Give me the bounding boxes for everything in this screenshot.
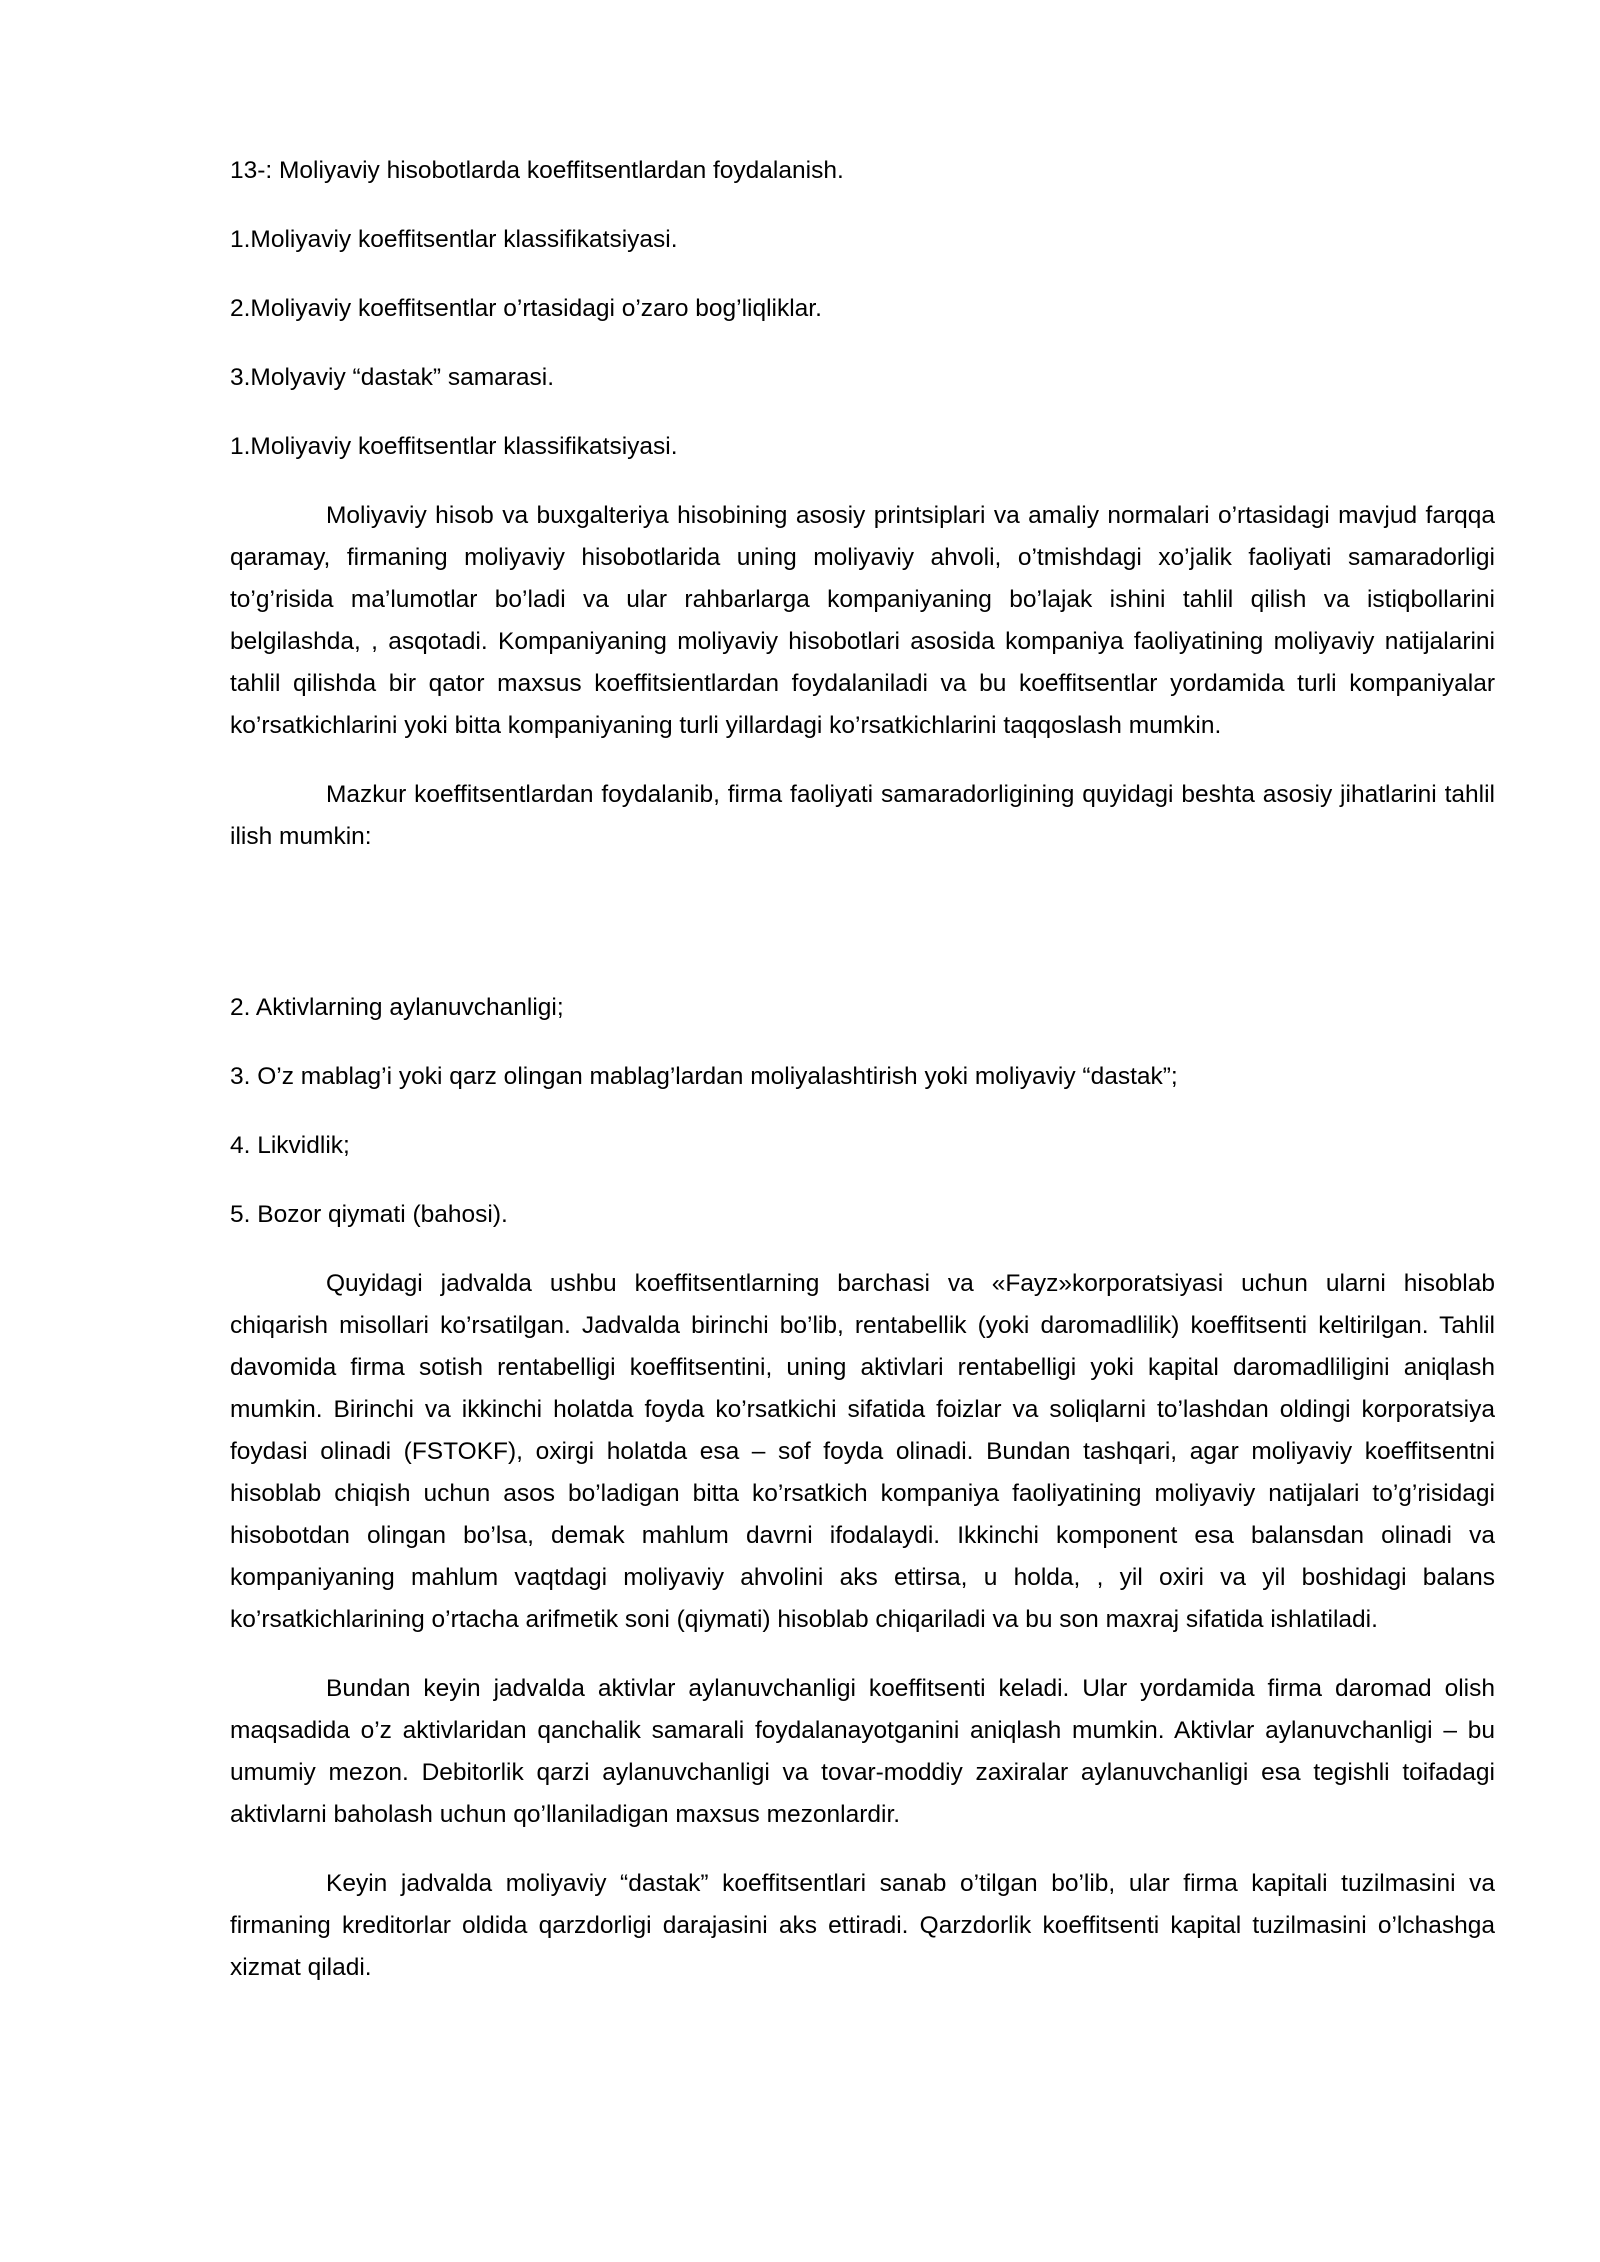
list-item: 3. O’z mablag’i yoki qarz olingan mablag’lardan moliyalashtirish yoki moliyaviy “dastak”; [230, 1063, 1178, 1090]
body-paragraph: Bundan keyin jadvalda aktivlar aylanuvchanligi koeffitsenti keladi. Ular yordamida firma daromad olish maqsadida o’z aktivlaridan qanchalik samarali foydalanayotganini aniqlash mumkin. Aktivlar aylanuvchanligi – bu umumiy mezon. Debitorlik qarzi aylanuvchanligi va tovar-moddiy zaxiralar aylanuvchanligi esa tegishli toifadagi aktivlarni baholash uchun qo’llaniladigan maxsus mezonlardir. [230, 1675, 1495, 1828]
list-item: 5. Bozor qiymati (bahosi). [230, 1201, 508, 1228]
section-heading: 1.Moliyaviy koeffitsentlar klassifikatsiyasi. [230, 433, 678, 460]
outline-item: 3.Molyaviy “dastak” samarasi. [230, 364, 555, 391]
list-item: 2. Aktivlarning aylanuvchanligi; [230, 994, 564, 1021]
document-title: 13-: Moliyaviy hisobotlarda koeffitsentlardan foydalanish. [230, 157, 844, 184]
outline-item: 1.Moliyaviy koeffitsentlar klassifikatsiyasi. [230, 226, 678, 253]
document-page [230, 150, 1495, 2016]
list-item: 4. Likvidlik; [230, 1132, 350, 1159]
body-paragraph: Mazkur koeffitsentlardan foydalanib, firma faoliyati samaradorligining quyidagi beshta asosiy jihatlarini tahlil ilish mumkin: [230, 781, 1495, 850]
blank-space [230, 885, 1495, 987]
body-paragraph: Keyin jadvalda moliyaviy “dastak” koeffitsentlari sanab o’tilgan bo’lib, ular firma kapitali tuzilmasini va firmaning kreditorlar oldida qarzdorligi darajasini aks ettiradi. Qarzdorlik koeffitsenti kapital tuzilmasini o’lchashga xizmat qiladi. [230, 1870, 1495, 1981]
body-paragraph: Moliyaviy hisob va buxgalteriya hisobining asosiy printsiplari va amaliy normalari o’rtasidagi mavjud farqqa qaramay, firmaning moliyaviy hisobotlarida uning moliyaviy ahvoli, o’tmishdagi xo’jalik faoliyati samaradorligi to’g’risida ma’lumotlar bo’ladi va ular rahbarlarga kompaniyaning bo’lajak ishini tahlil qilish va istiqbollarini belgilashda, , asqotadi. Kompaniyaning moliyaviy hisobotlari asosida kompaniya faoliyatining moliyaviy natijalarini tahlil qilishda bir qator maxsus koeffitsientlardan foydalaniladi va bu koeffitsentlar yordamida turli kompaniyalar ko’rsatkichlarini yoki bitta kompaniyaning turli yillardagi ko’rsatkichlarini taqqoslash mumkin. [230, 502, 1495, 739]
outline-item: 2.Moliyaviy koeffitsentlar o’rtasidagi o’zaro bog’liqliklar. [230, 295, 822, 322]
body-paragraph: Quyidagi jadvalda ushbu koeffitsentlarning barchasi va «Fayz»korporatsiyasi uchun ularni hisoblab chiqarish misollari ko’rsatilgan. Jadvalda birinchi bo’lib, rentabellik (yoki daromadlilik) koeffitsenti keltirilgan. Tahlil davomida firma sotish rentabelligi koeffitsentini, uning aktivlari rentabelligi yoki kapital daromadliligini aniqlash mumkin. Birinchi va ikkinchi holatda foyda ko’rsatkichi sifatida foizlar va soliqlarni to’lashdan oldingi korporatsiya foydasi olinadi (FSTOKF), oxirgi holatda esa – sof foyda olinadi. Bundan tashqari, agar moliyaviy koeffitsentni hisoblab chiqish uchun asos bo’ladigan bitta ko’rsatkich kompaniya faoliyatining moliyaviy natijalari to’g’risidagi hisobotdan olingan bo’lsa, demak mahlum davrni ifodalaydi. Ikkinchi komponent esa balansdan olinadi va kompaniyaning mahlum vaqtdagi moliyaviy ahvolini aks ettirsa, u holda, , yil oxiri va yil boshidagi balans ko’rsatkichlarining o’rtacha arifmetik soni (qiymati) hisoblab chiqariladi va bu son maxraj sifatida ishlatiladi. [230, 1270, 1495, 1633]
